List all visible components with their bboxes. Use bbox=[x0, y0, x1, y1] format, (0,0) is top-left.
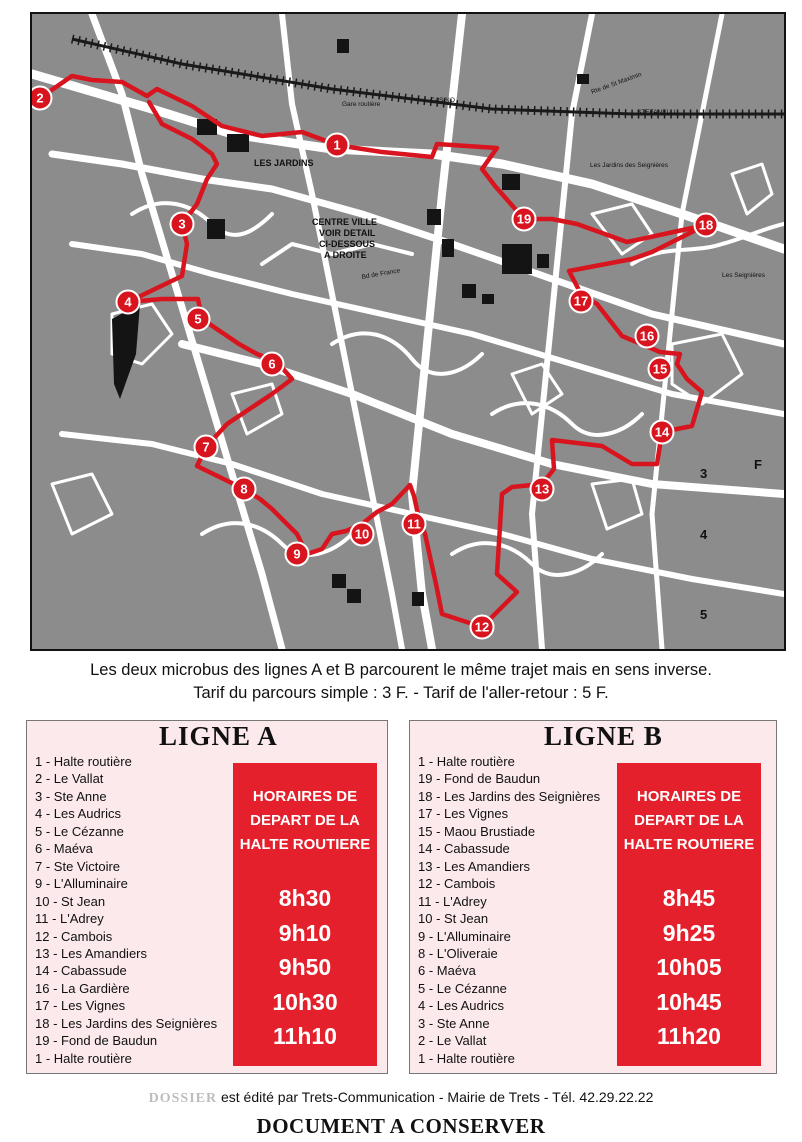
ligne-a-stop: 4 - Les Audrics bbox=[35, 806, 121, 822]
ligne-b-times-heading bbox=[617, 785, 761, 857]
times-heading-line: HORAIRES DE bbox=[252, 788, 358, 805]
grid-label-f: F bbox=[754, 457, 762, 472]
stop-marker-number: 12 bbox=[474, 619, 490, 635]
ligne-b-stop: 6 - Maéva bbox=[418, 963, 476, 979]
stop-marker-number: 4 bbox=[124, 294, 132, 310]
boulevard-label: Bd de France bbox=[361, 267, 401, 281]
ligne-b-departure-time: 9h25 bbox=[662, 919, 716, 946]
ligne-a-stop: 1 - Halte routière bbox=[35, 754, 132, 769]
stop-marker-2 bbox=[32, 87, 52, 110]
stop-marker-13 bbox=[531, 478, 554, 501]
stop-marker-number: 15 bbox=[652, 361, 668, 377]
ligne-a-stop: 5 - Le Cézanne bbox=[35, 823, 124, 839]
ligne-b-stop: 17 - Les Vignes bbox=[418, 806, 509, 822]
stop-marker-number: 16 bbox=[639, 328, 655, 344]
ligne-b-stop: 10 - St Jean bbox=[418, 911, 489, 927]
ligne-a-stop: 13 - Les Amandiers bbox=[35, 945, 148, 961]
ligne-b-stop: 3 - Ste Anne bbox=[418, 1015, 490, 1031]
ligne-b-stop: 1 - Halte routière bbox=[418, 1050, 515, 1066]
bus-station-label: Gare routière bbox=[342, 101, 381, 108]
stop-marker-14 bbox=[651, 421, 674, 444]
ligne-b-stop: 19 - Fond de Baudun bbox=[418, 771, 541, 787]
ligne-b-panel bbox=[409, 720, 777, 1074]
ligne-b-timetable bbox=[617, 763, 761, 1066]
grid-label-5: 5 bbox=[700, 607, 708, 622]
stop-marker-17 bbox=[570, 290, 593, 313]
ligne-b-title: LIGNE B bbox=[544, 721, 663, 751]
centre-line2-label: VOIR DETAIL bbox=[319, 228, 376, 238]
stop-marker-number: 6 bbox=[268, 356, 276, 372]
stop-marker-number: 2 bbox=[36, 90, 44, 106]
stop-marker-number: 18 bbox=[698, 217, 714, 233]
jardins-label: LES JARDINS bbox=[254, 158, 314, 168]
ligne-a-departure-time: 9h10 bbox=[278, 919, 332, 946]
ligne-b-times-list bbox=[617, 881, 761, 1054]
times-heading-line: HORAIRES DE bbox=[636, 788, 742, 805]
stop-marker-number: 19 bbox=[516, 211, 532, 227]
stop-marker-number: 14 bbox=[654, 424, 670, 440]
stefanelli-label: STEFANELLI bbox=[637, 109, 676, 116]
grid-label-3: 3 bbox=[700, 466, 708, 481]
stop-marker-4 bbox=[117, 291, 140, 314]
stop-marker-number: 7 bbox=[202, 439, 210, 455]
ligne-b-stop-list bbox=[418, 753, 600, 1067]
ligne-a-stop: 7 - Ste Victoire bbox=[35, 858, 121, 874]
stop-marker-5 bbox=[187, 308, 210, 331]
ligne-b-departure-time: 11h20 bbox=[657, 1023, 721, 1050]
ligne-a-title: LIGNE A bbox=[159, 721, 278, 751]
casino-label: CASINO bbox=[430, 97, 455, 104]
ligne-b-stop: 4 - Les Audrics bbox=[418, 998, 504, 1014]
centre-line3-label: CI-DESSOUS bbox=[319, 239, 376, 249]
ligne-b-stop: 1 - Halte routière bbox=[418, 754, 515, 769]
times-heading-line: DEPART DE LA bbox=[250, 812, 360, 829]
ligne-a-stop-list bbox=[35, 753, 217, 1067]
intro-line-2: Tarif du parcours simple : 3 F. - Tarif de l'aller-retour : 5 F. bbox=[193, 684, 609, 702]
stop-marker-15 bbox=[649, 358, 672, 381]
stop-marker-10 bbox=[351, 523, 374, 546]
stop-marker-6 bbox=[261, 353, 284, 376]
ligne-b-stop: 8 - L'Oliveraie bbox=[418, 945, 498, 961]
ligne-b-stop: 18 - Les Jardins des Seignières bbox=[418, 788, 601, 804]
stop-marker-11 bbox=[403, 513, 426, 536]
ligne-b-stop: 12 - Cambois bbox=[418, 876, 496, 892]
ligne-a-stop: 9 - L'Alluminaire bbox=[35, 876, 128, 892]
town-map bbox=[30, 12, 786, 651]
ligne-a-stop: 16 - La Gardière bbox=[35, 980, 130, 996]
intro-line-1: Les deux microbus des lignes A et B parcourent le même trajet mais en sens inverse. bbox=[90, 661, 712, 679]
dossier-brand: DOSSIER bbox=[148, 1091, 218, 1106]
stop-marker-8 bbox=[233, 478, 256, 501]
times-heading-line: HALTE ROUTIERE bbox=[239, 836, 371, 853]
stop-marker-number: 5 bbox=[194, 311, 202, 327]
stop-marker-number: 1 bbox=[333, 137, 341, 153]
stop-marker-7 bbox=[195, 436, 218, 459]
ligne-a-stop: 10 - St Jean bbox=[35, 893, 106, 909]
ligne-b-departure-time: 8h45 bbox=[662, 885, 716, 911]
ligne-a-departure-time: 8h30 bbox=[278, 885, 332, 911]
ligne-a-stop: 2 - Le Vallat bbox=[35, 771, 104, 787]
centre-line4-label: A DROITE bbox=[324, 250, 367, 260]
ligne-a-stop: 18 - Les Jardins des Seignières bbox=[35, 1015, 218, 1031]
ligne-b-stop: 14 - Cabassude bbox=[418, 841, 510, 857]
stop-marker-18 bbox=[695, 214, 718, 237]
ligne-b-stop: 9 - L'Alluminaire bbox=[418, 928, 511, 944]
stop-marker-number: 11 bbox=[407, 516, 421, 532]
ligne-a-departure-time: 10h30 bbox=[272, 988, 338, 1015]
ligne-a-panel bbox=[26, 720, 388, 1074]
ligne-b-stop: 11 - L'Adrey bbox=[418, 893, 487, 909]
stop-marker-12 bbox=[471, 616, 494, 639]
stop-marker-number: 17 bbox=[573, 293, 589, 309]
ligne-a-times-list bbox=[233, 881, 377, 1054]
stop-marker-9 bbox=[286, 543, 309, 566]
keep-document-notice: DOCUMENT A CONSERVER bbox=[256, 1114, 546, 1138]
railway-line bbox=[72, 39, 784, 114]
seignieres-label: Les Seignières bbox=[722, 272, 765, 279]
ligne-a-departure-time: 11h10 bbox=[273, 1023, 337, 1050]
stop-marker-1 bbox=[326, 134, 349, 157]
ligne-a-stop: 17 - Les Vignes bbox=[35, 998, 126, 1014]
ligne-a-departure-time: 9h50 bbox=[278, 954, 332, 981]
road-label: Rte de St Maximin bbox=[590, 71, 643, 96]
ligne-b-departure-time: 10h45 bbox=[656, 988, 722, 1015]
stop-marker-number: 13 bbox=[534, 481, 550, 497]
ligne-b-stop: 2 - Le Vallat bbox=[418, 1033, 487, 1049]
stop-marker-16 bbox=[636, 325, 659, 348]
ligne-a-stop: 3 - Ste Anne bbox=[35, 788, 107, 804]
stop-marker-number: 3 bbox=[178, 216, 186, 232]
stop-marker-number: 10 bbox=[354, 526, 370, 542]
ligne-b-departure-time: 10h05 bbox=[656, 954, 722, 981]
times-heading-line: DEPART DE LA bbox=[634, 812, 744, 829]
stop-marker-3 bbox=[171, 213, 194, 236]
credit-text: est édité par Trets-Communication - Mairie de Trets - Tél. 42.29.22.22 bbox=[217, 1089, 654, 1105]
ligne-a-stop: 19 - Fond de Baudun bbox=[35, 1033, 158, 1049]
jardins-seignieres-label: Les Jardins des Seignières bbox=[590, 162, 669, 169]
stop-marker-number: 8 bbox=[240, 481, 248, 497]
times-heading-line: HALTE ROUTIERE bbox=[623, 836, 755, 853]
grid-label-4: 4 bbox=[700, 527, 708, 542]
ligne-a-stop: 14 - Cabassude bbox=[35, 963, 127, 979]
map-canvas bbox=[32, 14, 784, 649]
stop-marker-number: 9 bbox=[293, 546, 301, 562]
ligne-b-stop: 13 - Les Amandiers bbox=[418, 858, 531, 874]
footer-credit bbox=[0, 1089, 802, 1107]
stop-marker-19 bbox=[513, 208, 536, 231]
ligne-a-stop: 12 - Cambois bbox=[35, 928, 113, 944]
ligne-b-stop: 5 - Le Cézanne bbox=[418, 980, 507, 996]
ligne-a-stop: 1 - Halte routière bbox=[35, 1050, 132, 1066]
centre-line1-label: CENTRE VILLE bbox=[312, 217, 378, 227]
ligne-a-times-heading bbox=[233, 785, 377, 857]
ligne-a-stop: 11 - L'Adrey bbox=[35, 911, 104, 927]
ligne-a-timetable bbox=[233, 763, 377, 1066]
ligne-a-stop: 6 - Maéva bbox=[35, 841, 93, 857]
ligne-b-stop: 15 - Maou Brustiade bbox=[418, 823, 536, 839]
